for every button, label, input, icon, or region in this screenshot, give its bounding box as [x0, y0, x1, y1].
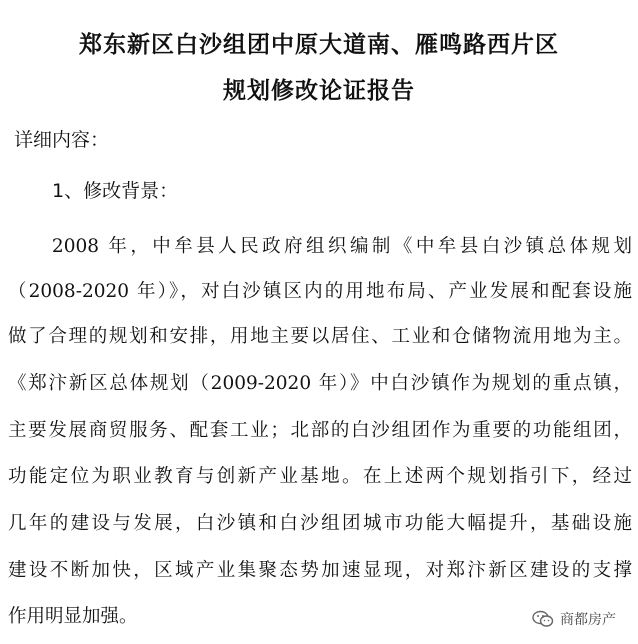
- body-line: 主要发展商贸服务、配套工业；北部的白沙组团作为重要的功能组团，: [8, 420, 632, 441]
- body-line: 建设不断加快，区域产业集聚态势加速显现，对郑汴新区建设的支撑: [8, 560, 632, 581]
- detail-label: 详细内容：: [14, 129, 110, 151]
- watermark-text: 商都房产: [560, 612, 616, 628]
- body-line: （2008-2020 年）》，对白沙镇区内的用地布局、产业发展和配套设施: [8, 281, 632, 302]
- body-line: 《郑汴新区总体规划（2009-2020 年）》中白沙镇作为规划的重点镇，: [8, 373, 632, 394]
- body-line: 做了合理的规划和安排，用地主要以居住、工业和仓储物流用地为主。: [8, 326, 632, 347]
- body-line: 几年的建设与发展，白沙镇和白沙组团城市功能大幅提升，基础设施: [8, 513, 632, 534]
- body-line: 2008 年，中牟县人民政府组织编制《中牟县白沙镇总体规划: [8, 236, 632, 257]
- body-line: 作用明显加强。: [8, 606, 138, 627]
- document-title-line-1: 郑东新区白沙组团中原大道南、雁鸣路西片区: [79, 32, 559, 58]
- section-heading: 1、修改背景：: [52, 180, 179, 202]
- body-line: 功能定位为职业教育与创新产业基地。在上述两个规划指引下，经过: [8, 466, 632, 487]
- document-title-line-2: 规划修改论证报告: [223, 78, 415, 104]
- wechat-icon: [532, 610, 554, 628]
- watermark: [532, 609, 616, 629]
